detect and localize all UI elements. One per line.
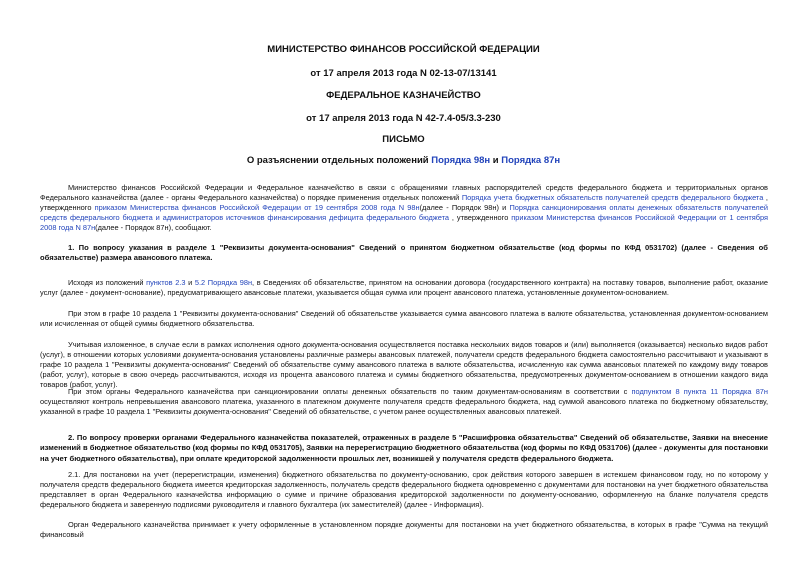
link-subitem-8-item-11[interactable]: подпунктом 8 пункта 11 Порядка 87н xyxy=(631,387,769,396)
ministry-date: от 17 апреля 2013 года N 02-13-07/13141 xyxy=(310,68,497,79)
document-subject: О разъяснении отдельных положений Порядка 98н и Порядка 87н xyxy=(246,155,561,166)
link-accounting-order[interactable]: Порядка учета бюджетных обязательств получателей средств федерального бюджета xyxy=(461,193,764,203)
paragraph-multiple-goods: Учитывая изложенное, в случае если в рамках исполнения одного документа-основания осуществляется поставка нескольких видов товаров и (или) выполняется (оказывается) несколько видов работ (услуг), в отношении которых условиями документа-основания установлены различные размеры авансовых платежей, получатели средств федерального бюджета самостоятельно рассчитывают и указывают в графе 10 раздела 1 "Реквизиты документа-основания" Сведений об обязательстве сумму авансового платежа в валюте обязательства, исчисленную как сумма авансовых платежей по каждому виду товаров (работ, услуг), которые в свою очередь рассчитываются, исходя из процента авансового платежа и суммы бюджетного обязательства, предусмотренных документом-основанием в отношении каждого вида товаров (работ, услуг). xyxy=(40,340,768,390)
link-order-98n-decree[interactable]: приказом Министерства финансов Российской Федерации от 19 сентября 2008 года N 98н xyxy=(94,203,420,213)
section-1-heading: 1. По вопросу указания в разделе 1 "Реквизиты документа-основания" Сведений о принятом бюджетном обязательстве (код формы по КФД 0531702) (далее - Сведения об обязательстве) размера авансового платежа. xyxy=(40,243,768,263)
paragraph-intro: Министерство финансов Российской Федерации и Федеральное казначейство в связи с обращениями главных распорядителей средств федерального бюджета и территориальных органов Федерального казначейства (далее - органы Федерального казначейства) о порядке применения отдельных положений Порядка учета бюджетных обязательств получателей средств федерального бюджета , утвержденного приказом Министерства финансов Российской Федерации от 19 сентября 2008 года N 98н(далее - Порядок 98н) и Порядка санкционирования оплаты денежных обязательств получателей средств федерального бюджета и администраторов источников финансирования дефицита федерального бюджета , утвержденного приказом Министерства финансов Российской Федерации от 1 сентября 2008 года N 87н(далее - Порядок 87н), сообщают. xyxy=(40,183,768,233)
paragraph-column-10: При этом в графе 10 раздела 1 "Реквизиты документа-основания" Сведений об обязательстве указывается сумма авансового платежа в валюте обязательства, установленная документом-основанием или исчисленная от общей суммы бюджетного обязательства. xyxy=(40,309,768,329)
link-order-87n[interactable]: Порядка 87н xyxy=(501,155,561,166)
link-order-98n[interactable]: Порядка 98н xyxy=(431,155,491,166)
paragraph-treasury-control: При этом органы Федерального казначейства при санкционировании оплаты денежных обязательств по таким документам-основаниям в соответствии с подпунктом 8 пункта 11 Порядка 87н осуществляют контроль непревышения авансового платежа, указанного в платежном документе получателя средств федерального бюджета, над суммой авансового платежа по бюджетному обязательству, указанной в графе 10 раздела 1 "Реквизиты документа-основания" Сведений об обязательстве, с учетом ранее осуществленных авансовых платежей. xyxy=(40,387,769,417)
link-item-2-3[interactable]: пунктов 2.3 xyxy=(146,278,186,287)
document-type: ПИСЬМО xyxy=(382,134,425,145)
link-sanction-order[interactable]: Порядка санкционирования оплаты денежных обязательств получателей средств федерального бюджета и администраторов источников финансирования дефицита федерального бюджета xyxy=(40,203,768,223)
treasury-title: ФЕДЕРАЛЬНОЕ КАЗНАЧЕЙСТВО xyxy=(326,90,481,101)
treasury-date: от 17 апреля 2013 года N 42-7.4-05/3.3-230 xyxy=(306,113,501,124)
link-item-5-2-order-98n[interactable]: 5.2 Порядка 98н xyxy=(194,278,253,287)
paragraph-advance-amount: Исходя из положений пунктов 2.3 и 5.2 Порядка 98н, в Сведениях об обязательстве, принятом на основании договора (государственного контракта) на поставку товаров, выполнение работ, оказание услуг (далее - документ-основание), предусматривающего авансовые платежи, указывается общая сумма или процент авансового платежа, установленные документом-основанием. xyxy=(40,278,768,298)
link-order-87n-decree[interactable]: приказом Министерства финансов Российской Федерации от 1 сентября 2008 года N 87н xyxy=(40,213,768,233)
paragraph-treasury-accepts: Орган Федерального казначейства принимает к учету оформленные в установленном порядке документы для постановки на учет бюджетного обязательства, в которых в графе "Сумма на текущий финансовый xyxy=(40,520,768,540)
paragraph-2-1: 2.1. Для постановки на учет (перерегистрации, изменения) бюджетного обязательства по документу-основанию, срок действия которого завершен в истекшем финансовом году, но по которому у получателя средств федерального бюджета имеется кредиторская задолженность, получатель средств федерального бюджета одновременно с документами для постановки на учет бюджетного обязательства представляет в орган Федерального казначейства информацию о сумме и причине образования кредиторской задолженности по документу-основанию, оформленную на бланке получателя средств федерального бюджета и заверенную подписями руководителя и главного бухгалтера (их заместителей) (далее - Информация). xyxy=(40,470,768,510)
ministry-title: МИНИСТЕРСТВО ФИНАНСОВ РОССИЙСКОЙ ФЕДЕРАЦИИ xyxy=(267,44,540,55)
section-2-heading: 2. По вопросу проверки органами Федерального казначейства показателей, отраженных в разделе 5 "Расшифровка обязательства" Сведений об обязательстве, Заявки на внесение изменений в бюджетное обязательство (код формы по КФД 0531705), Заявки на перерегистрацию бюджетного обязательства (код формы по КФД 0531706) (далее - документы для постановки на учет бюджетного обязательства), при оплате кредиторской задолженности прошлых лет, возникшей у получателя средств федерального бюджета. xyxy=(40,433,768,463)
